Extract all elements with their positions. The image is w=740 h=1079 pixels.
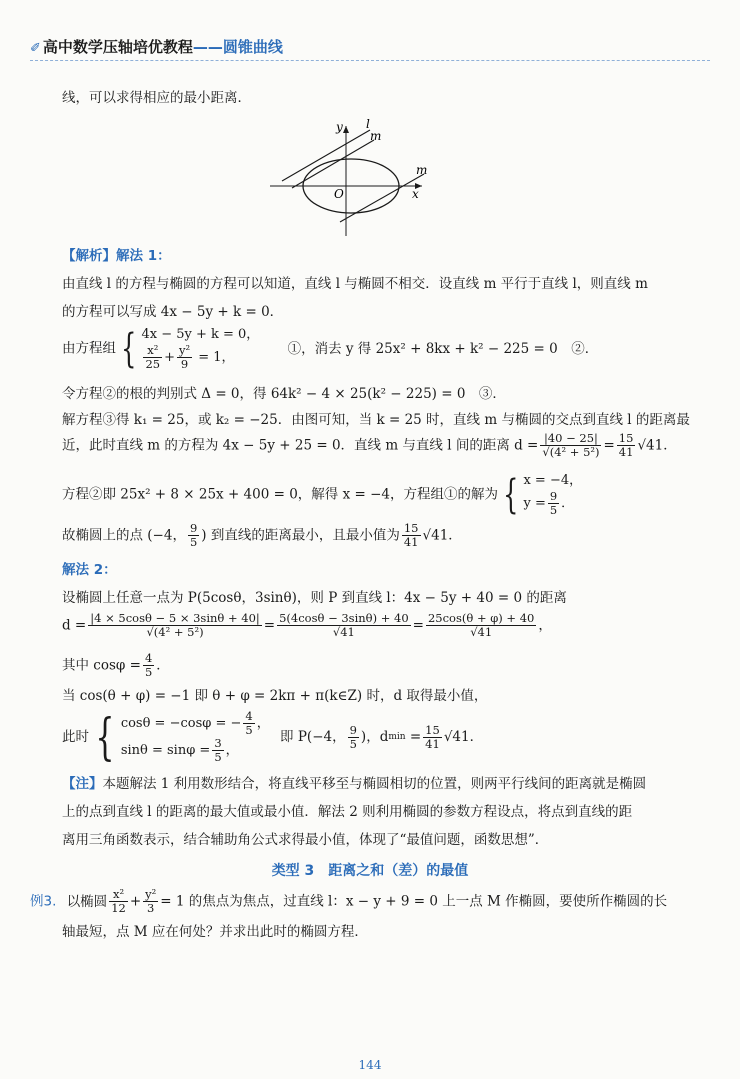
line-l [282,130,370,181]
page-number: 144 [358,1058,382,1072]
note-line1: 【注】本题解法 1 利用数形结合，将直线平移至与椭圆相切的位置，则两平行线间的距离就是椭圆 [62,776,647,792]
ellipse-figure [262,118,442,240]
label-y: y [336,120,343,134]
label-x: x [412,187,419,201]
solution2-heading: 解法 2： [62,562,117,578]
example3-line1: 例3. 以椭圆 $\frac{\text{x²}}{12}$ + $\frac{\text{y²}}{3}$ = 1 的焦点为焦点，过直线 l：x − y + 9 = 0 上一点 M 作椭圆，要使所作椭圆的长 [30,887,668,915]
sol2-para4: 此时 { cosθ = −cosφ = − $\frac{4}{5}$ ， sinθ = sinφ = $\frac{3}{5}$ ， 即 P(−4， $\frac{9}{5}$ )，dmin = $\frac{15}{41}$ √41． [62,708,484,766]
sol1-para7: 故椭圆上的点 (−4， $\frac{9}{5}$ ) 到直线的距离最小，且最小值为 $\frac{15}{41}$ √41． [62,521,462,549]
sol1-para6: 方程②即 25x² + 8 × 25x + 400 = 0，解得 x = −4，方程组①的解为 { x = −4， y = $\frac{9}{5}$ ． [62,471,583,518]
sol2-para1: 设椭圆上任意一点为 P(5cosθ，3sinθ)，则 P 到直线 l：4x − 5y + 40 = 0 的距离 [62,590,567,606]
trig-system: cosθ = −cosφ = − $\frac{4}{5}$ ， sinθ = sinφ = $\frac{3}{5}$ ， [120,709,270,764]
equation-system [141,326,259,371]
note-line2: 上的点到直线 l 的距离的最大值或最小值．解法 2 则利用椭圆的参数方程设点，将点到直线的距 [62,804,633,820]
header-dash: —— [192,38,223,56]
page-header [30,36,283,57]
method1-label: 解法 1： [116,248,171,264]
y-axis-arrow [343,126,349,133]
example3-line2: 轴最短，点 M 应在何处？并求出此时的椭圆方程． [62,924,368,940]
note-line3: 离用三角函数表示，结合辅助角公式求得最小值，体现了“最值问题，函数思想”． [62,832,549,848]
system-prefix: 由方程组 [62,340,116,357]
label-l: l [366,118,370,131]
pen-icon: ✐ [30,41,41,56]
distance-fraction: $\frac{|40 - 25|}{\text{√(4² + 5²)}}$ [542,431,600,459]
note-tag: 【注】 [62,776,103,792]
sol1-para4: 解方程③得 k₁ = 25，或 k₂ = −25．由图可知，当 k = 25 时，直线 m 与椭圆的交点到直线 l 的距离最 [62,412,690,428]
sol1-para1: 由直线 l 的方程与椭圆的方程可以知道，直线 l 与椭圆不相交．设直线 m 平行于直线 l，则直线 m [62,276,648,292]
book-title: 高中数学压轴培优教程 [42,38,193,56]
solution-system: x = −4， y = $\frac{9}{5}$ ． [523,473,583,517]
left-brace: { [121,325,137,372]
sol2-para2: 其中 cosφ = $\frac{4}{5}$ ． [62,651,170,679]
system-row1: 4x − 5y + k = 0， [141,327,260,342]
solution1-heading [62,246,171,266]
intro-text: 线，可以求得相应的最小距离． [62,90,251,106]
left-brace: { [503,471,519,518]
sol2-distance-formula: d = $\frac{|4 \times 5\cos\theta - 5 \times 3\sin\theta + 40|}{\text{√(4² + 5²)}}$ = $\frac{5(4\cos\theta - 3\sin\theta) + 40}{√41}$ = $\frac{25\cos(\theta + \varphi) + 40}{√41}$ ， [62,611,552,639]
sol1-para3: 令方程②的根的判别式 Δ = 0，得 64k² − 4 × 25(k² − 225) = 0 ③． [62,386,506,402]
sol2-para3: 当 cos(θ + φ) = −1 即 θ + φ = 2kπ + π(k∈Z) 时，d 取得最小值， [62,688,488,704]
label-origin: O [334,187,344,201]
section-heading: 类型 3 距离之和（差）的最值 [271,863,469,879]
analysis-tag: 【解析】 [62,248,116,264]
line-m-upper [292,140,374,188]
system-row2: $\frac{\text{x²}}{25}$ + $\frac{\text{y²}}{9}$ = 1， [145,343,235,371]
sol1-para2: 的方程可以写成 4x − 5y + k = 0． [62,304,284,320]
example-tag: 例3. [30,893,57,910]
distance-value-fraction: $\frac{15}{41}$ [618,431,634,459]
sol1-para5: 近，此时直线 m 的方程为 4x − 5y + 25 = 0．直线 m 与直线 l 间的距离 d = $\frac{|40 - 25|}{\text{√(4² + 5²)}}$ = $\frac{15}{41}$ √41． [62,431,677,459]
sol1-system [62,326,598,372]
left-brace: { [95,708,115,766]
system-suffix: ①，消去 y 得 25x² + 8kx + k² − 225 = 0 ②． [287,340,599,357]
header-rule [30,60,710,61]
label-m-top: m [370,129,382,143]
label-m-right: m [416,163,428,177]
chapter-title: 圆锥曲线 [222,38,283,56]
